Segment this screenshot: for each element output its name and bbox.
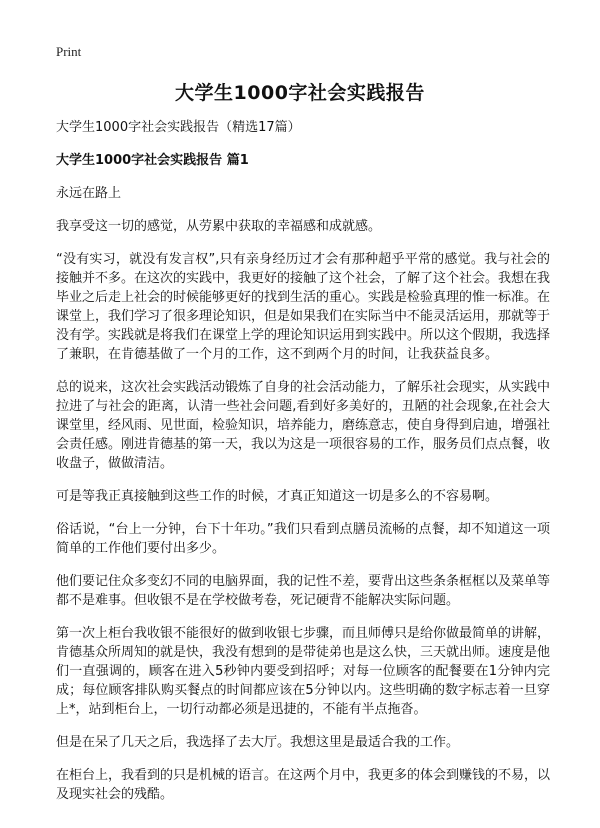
paragraph: “没有实习，就没有发言权”,只有亲身经历过才会有那种超乎平常的感觉。我与社会的接触并不多。在这次的实践中，我更好的接触了这个社会，了解了这个社会。我想在我毕业之后走上社会的时候能够更好的找到生活的重心。实践是检验真理的惟一标准。在课堂上，我们学习了很多理论知识，但是如果我们在实际当中不能灵活运用，那就等于没有学。实践就是将我们在课堂上学的理论知识运用到实践中。所以这个假期，我选择了兼职，在肯德基做了一个月的工作，这不到两个月的时间，让我获益良多。 — [56, 252, 551, 362]
section-heading: 大学生1000字社会实践报告 篇1 — [56, 153, 249, 168]
paragraph: 俗话说，“台上一分钟，台下十年功。”我们只看到点膳员流畅的点餐，却不知道这一项简单的工作他们要付出多少。 — [56, 522, 550, 556]
paragraph: 永远在路上 — [56, 186, 122, 201]
print-link[interactable]: Print — [56, 44, 82, 59]
article-subtitle: 大学生1000字社会实践报告（精选17篇） — [56, 120, 301, 135]
paragraph: 在柜台上，我看到的只是机械的语言。在这两个月中，我更多的体会到赚钱的不易，以及现实社会的残酷。 — [56, 768, 551, 802]
article-body — [56, 118, 550, 818]
paragraph: 第一次上柜台我收银不能很好的做到收银七步骤，而且师傅只是给你做最简单的讲解，肯德基众所周知的就是快，我没有想到的是带徒弟也是这么快，三天就出师。速度是他们一直强调的，顾客在进入5秒钟内要受到招呼；对每一位顾客的配餐要在1分钟内完成；每位顾客排队购买餐点的时间都应该在5分钟以内。这些明确的数字标志着一旦穿上*，站到柜台上，一切行动都必须是迅捷的，不能有半点拖沓。 — [56, 626, 551, 717]
paragraph: 他们要记住众多变幻不同的电脑界面，我的记性不差，要背出这些条条框框以及菜单等都不是难事。但收银不是在学校做考卷，死记硬背不能解决实际问题。 — [56, 574, 551, 608]
paragraph: 总的说来，这次社会实践活动锻炼了自身的社会活动能力，了解乐社会现实，从实践中拉进了与社会的距离，认清一些社会问题,看到好多美好的，丑陋的社会现象,在社会大课堂里，经风雨、见世面，检验知识，培养能力，磨练意志，使自身得到启迪，增强社会责任感。刚进肯德基的第一天，我以为这是一项很容易的工作，服务员们点点餐，收收盘子，做做清洁。 — [56, 380, 551, 471]
paragraph: 但是在呆了几天之后，我选择了去大厅。我想这里是最适合我的工作。 — [56, 735, 460, 750]
paragraph: 我享受这一切的感觉，从劳累中获取的幸福感和成就感。 — [56, 219, 382, 234]
paragraph: 可是等我正真接触到这些工作的时候，才真正知道这一切是多么的不容易啊。 — [56, 489, 499, 504]
page-title: 大学生1000字社会实践报告 — [175, 82, 425, 104]
